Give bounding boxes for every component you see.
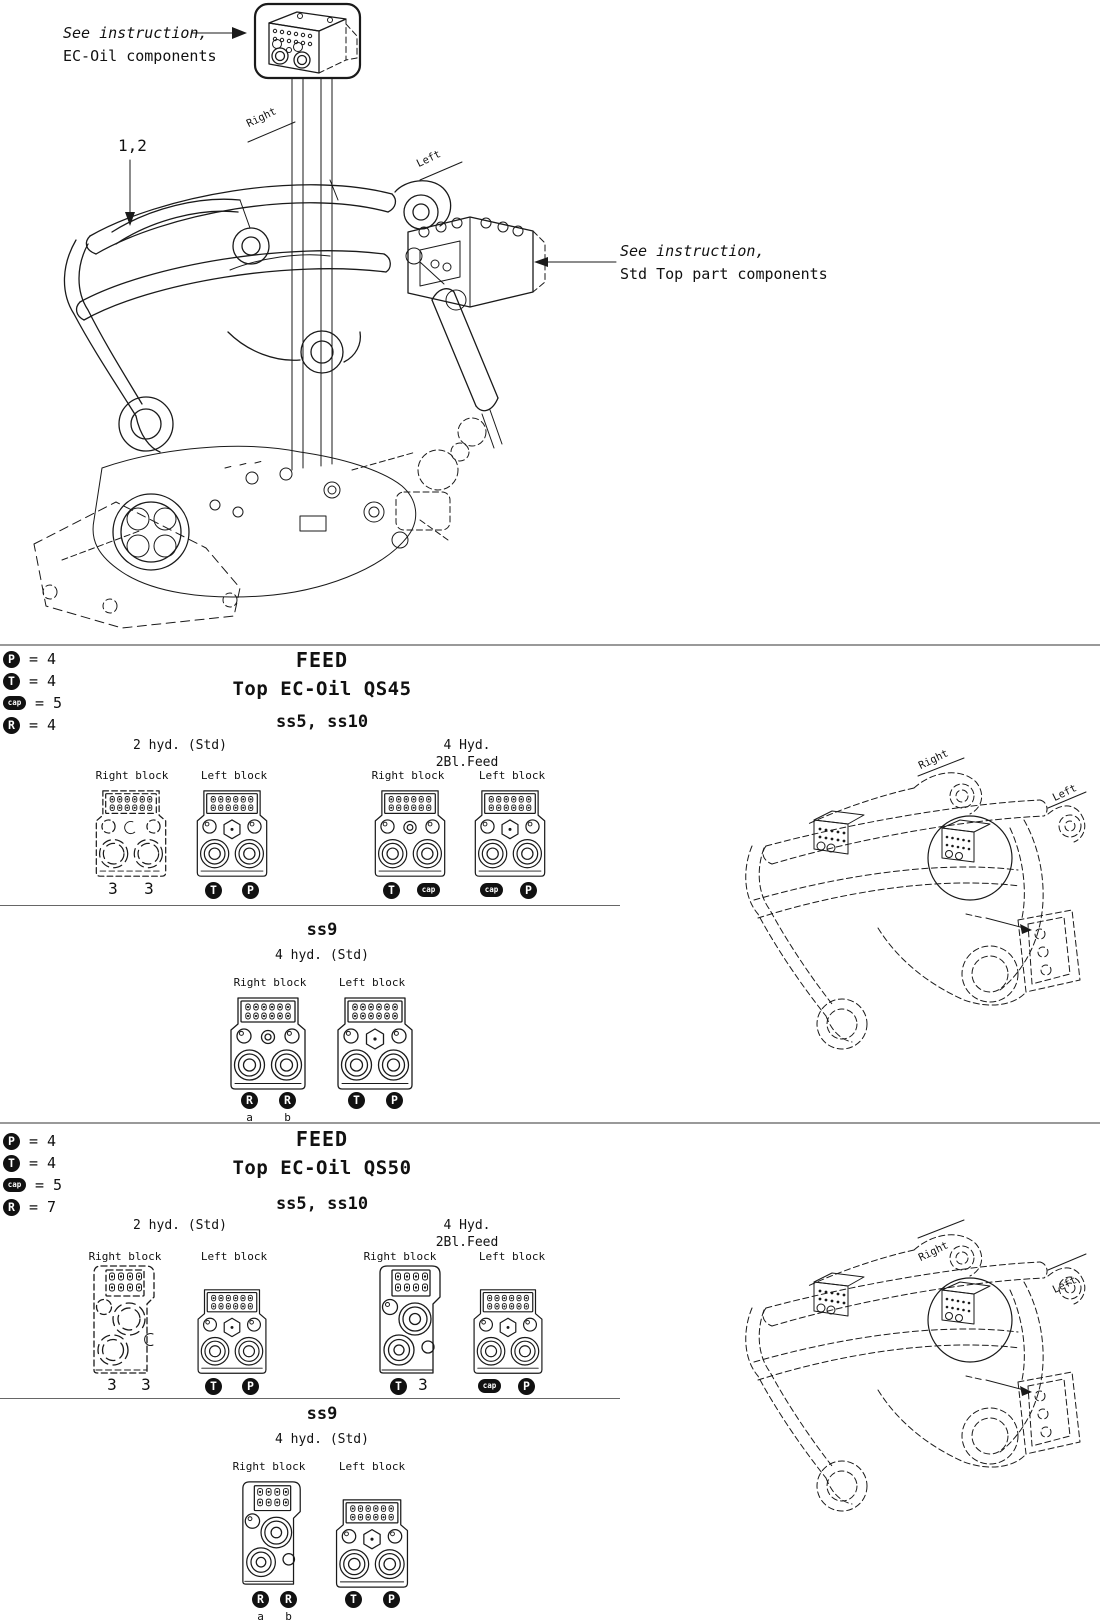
hydraulic-block-diagram [470, 789, 550, 879]
hydraulic-block-diagram [88, 1264, 162, 1376]
port-badge-cap: cap [3, 1178, 26, 1192]
port-badge-p: P [242, 882, 259, 899]
port-label: 3 [418, 1375, 428, 1394]
block-label: Left block [338, 976, 406, 989]
std-top-bracket [408, 217, 545, 307]
legend-value: = 4 [29, 650, 57, 668]
callout-std-top-line1: See instruction, [620, 242, 765, 260]
port-badge-p: P [242, 1378, 259, 1395]
port-badge-t: T [348, 1092, 365, 1109]
coupler-frame [64, 180, 450, 452]
hydraulic-block-diagram [370, 789, 450, 879]
port-badge-p: P [383, 1591, 400, 1608]
port-badge-p: P [518, 1378, 535, 1395]
port-sublabel: b [284, 1111, 291, 1124]
block-label: Right block [363, 1250, 437, 1263]
column-heading: 2Bl.Feed [435, 1235, 499, 1250]
legend-value: = 4 [29, 1132, 57, 1150]
port-badge-t: T [3, 673, 20, 690]
hydraulic-block-diagram [240, 1477, 305, 1590]
port-sublabel: b [285, 1610, 292, 1623]
main-assembly-drawing [0, 0, 1100, 644]
block-label: Right block [88, 1250, 162, 1263]
port-badge-t: T [3, 1155, 20, 1172]
port-badge-r: R [3, 1199, 20, 1216]
block-label: Left block [200, 1250, 268, 1263]
block-label: Left block [200, 769, 268, 782]
direction-label-left: Left [1050, 1274, 1079, 1296]
callout-ec-oil-line1: See instruction, [63, 24, 208, 42]
port-badge-r: R [279, 1092, 296, 1109]
section-subtitle: Top EC-Oil QS45 [232, 678, 412, 700]
port-label: 3 [141, 1375, 151, 1394]
group-heading: ss9 [306, 1404, 338, 1424]
section-title: FEED [295, 1127, 349, 1151]
block-label: Left block [478, 1250, 546, 1263]
port-badge-r: R [252, 1591, 269, 1608]
port-label: 3 [144, 879, 154, 898]
legend-value: = 7 [29, 1198, 57, 1216]
legend-value: = 4 [29, 716, 57, 734]
callout-std-top [620, 240, 828, 286]
ref-label: 1,2 [118, 136, 147, 155]
group-subheading: 4 hyd. (Std) [275, 1432, 369, 1447]
side-view-drawing [718, 728, 1088, 1073]
port-label: 3 [107, 1375, 117, 1394]
legend-value: = 4 [29, 1154, 57, 1172]
hydraulic-block-diagram [468, 1288, 548, 1376]
direction-label-right: Right [916, 1239, 951, 1264]
port-badge-cap: cap [417, 883, 440, 897]
column-heading: 2 hyd. (Std) [133, 738, 227, 753]
legend-qs50 [3, 1130, 62, 1218]
legend-row [3, 692, 62, 714]
section-divider [0, 1122, 1100, 1124]
port-badge-p: P [3, 651, 20, 668]
group-divider [0, 1398, 620, 1399]
legend-row [3, 670, 62, 692]
port-badge-t: T [205, 1378, 222, 1395]
legend-row [3, 648, 62, 670]
hose-lines [292, 78, 332, 470]
port-badge-cap: cap [3, 696, 26, 710]
block-label: Right block [232, 1460, 306, 1473]
section-divider [0, 644, 1100, 646]
hydraulic-block-diagram [91, 789, 171, 879]
port-badge-p: P [3, 1133, 20, 1150]
legend-value: = 5 [35, 694, 63, 712]
legend-row [3, 1196, 62, 1218]
port-sublabel: a [246, 1111, 253, 1124]
block-label: Right block [371, 769, 445, 782]
port-sublabel: a [257, 1610, 264, 1623]
port-badge-p: P [386, 1092, 403, 1109]
port-badge-cap: cap [478, 1379, 501, 1393]
port-badge-r: R [241, 1092, 258, 1109]
hydraulic-block-diagram [228, 996, 308, 1092]
legend-qs45 [3, 648, 62, 736]
group-heading: ss5, ss10 [275, 712, 369, 732]
group-divider [0, 905, 620, 906]
group-heading: ss9 [306, 920, 338, 940]
port-badge-r: R [280, 1591, 297, 1608]
side-view-drawing [718, 1190, 1088, 1535]
block-label: Right block [95, 769, 169, 782]
section-subtitle: Top EC-Oil QS50 [232, 1157, 412, 1179]
ec-oil-inset [255, 4, 360, 78]
direction-label-right: Right [244, 105, 279, 130]
hydraulic-block-diagram [335, 996, 415, 1092]
direction-label-left: Left [1050, 782, 1079, 804]
legend-row [3, 1130, 62, 1152]
port-badge-t: T [205, 882, 222, 899]
callout-std-top-line2: Std Top part components [620, 265, 828, 283]
port-badge-t: T [383, 882, 400, 899]
port-badge-p: P [520, 882, 537, 899]
port-badge-r: R [3, 717, 20, 734]
column-heading: 2 hyd. (Std) [133, 1218, 227, 1233]
group-heading: ss5, ss10 [275, 1194, 369, 1214]
hydraulic-block-diagram [192, 789, 272, 879]
direction-label-left: Left [414, 148, 443, 170]
block-label: Right block [233, 976, 307, 989]
legend-row [3, 1152, 62, 1174]
section-title: FEED [295, 648, 349, 672]
legend-value: = 4 [29, 672, 57, 690]
callout-ec-oil [63, 22, 217, 68]
block-label: Left block [338, 1460, 406, 1473]
hydraulic-block-diagram [332, 1498, 412, 1590]
group-subheading: 4 hyd. (Std) [275, 948, 369, 963]
hydraulic-block-diagram [377, 1264, 445, 1376]
legend-value: = 5 [35, 1176, 63, 1194]
port-label: 3 [108, 879, 118, 898]
legend-row [3, 714, 62, 736]
hydraulic-block-diagram [192, 1288, 272, 1376]
column-heading: 4 Hyd. [443, 1218, 491, 1233]
callout-ec-oil-line2: EC-Oil components [63, 47, 217, 65]
block-label: Left block [478, 769, 546, 782]
column-heading: 2Bl.Feed [435, 755, 499, 770]
port-badge-t: T [390, 1378, 407, 1395]
port-badge-cap: cap [480, 883, 503, 897]
direction-label-right: Right [916, 747, 951, 772]
port-badge-t: T [345, 1591, 362, 1608]
legend-row [3, 1174, 62, 1196]
lower-assembly [34, 443, 469, 628]
column-heading: 4 Hyd. [443, 738, 491, 753]
